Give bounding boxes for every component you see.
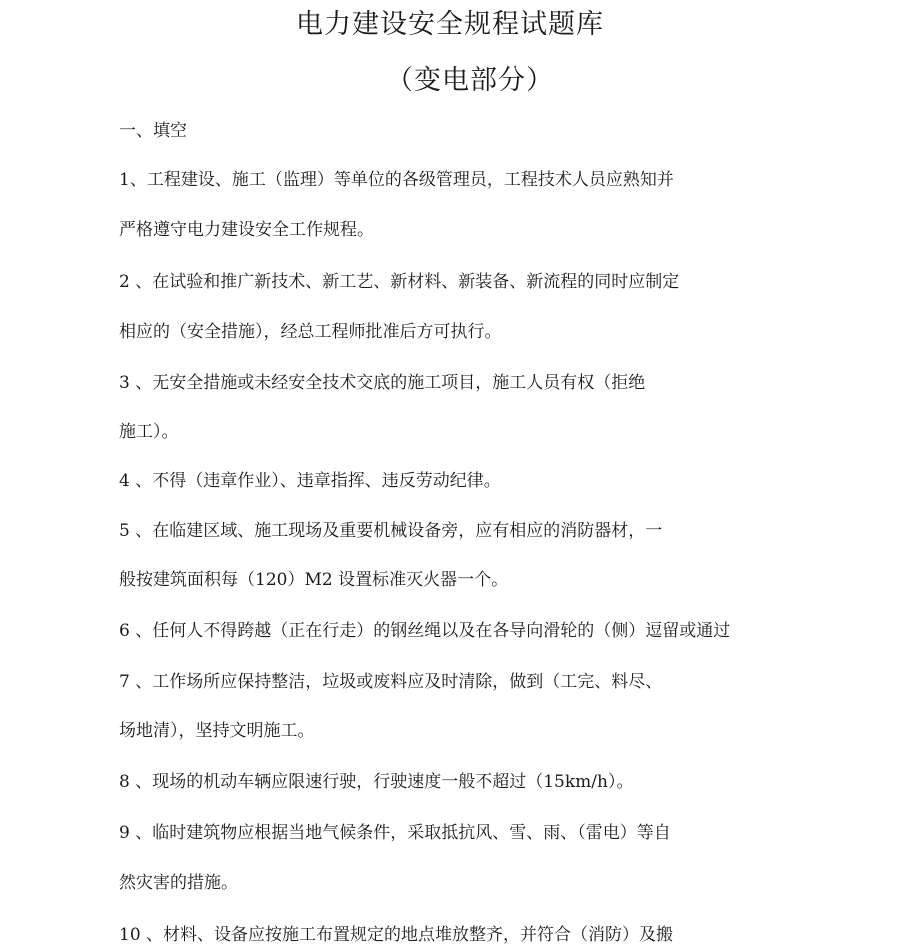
paragraph-line: 5 、在临建区域、施工现场及重要机械设备旁，应有相应的消防器材，一 bbox=[119, 521, 663, 541]
paragraph-line: 8 、现场的机动车辆应限速行驶，行驶速度一般不超过（15km/h）。 bbox=[119, 772, 634, 792]
paragraph-line: 场地清），坚持文明施工。 bbox=[119, 721, 315, 741]
paragraph-line: 6 、任何人不得跨越（正在行走）的钢丝绳以及在各导向滑轮的（侧）逗留或通过 bbox=[119, 621, 731, 641]
paragraph-line: 1、工程建设、施工（监理）等单位的各级管理员，工程技术人员应熟知并 bbox=[119, 170, 674, 190]
document-title: 电力建设安全规程试题库 bbox=[296, 9, 604, 40]
document-subtitle: （变电部分） bbox=[386, 65, 554, 96]
paragraph-line: 7 、工作场所应保持整洁，垃圾或废料应及时清除，做到（工完、料尽、 bbox=[119, 672, 663, 692]
paragraph-line: 4 、不得（违章作业）、违章指挥、违反劳动纪律。 bbox=[119, 471, 501, 491]
paragraph-line: 9 、临时建筑物应根据当地气候条件，采取抵抗风、雪、雨、（雷电）等自 bbox=[119, 823, 671, 843]
paragraph-line: 2 、在试验和推广新技术、新工艺、新材料、新装备、新流程的同时应制定 bbox=[119, 272, 680, 292]
paragraph-line: 施工）。 bbox=[119, 422, 179, 442]
paragraph-line: 10 、材料、设备应按施工布置规定的地点堆放整齐，并符合（消防）及搬 bbox=[119, 925, 674, 945]
paragraph-line: 严格遵守电力建设安全工作规程。 bbox=[119, 220, 374, 240]
section-heading: 一、填空 bbox=[119, 121, 187, 141]
paragraph-line: 然灾害的措施。 bbox=[119, 873, 238, 893]
paragraph-line: 相应的（安全措施），经总工程师批准后方可执行。 bbox=[119, 322, 502, 342]
paragraph-line: 3 、无安全措施或未经安全技术交底的施工项目，施工人员有权（拒绝 bbox=[119, 373, 646, 393]
paragraph-line: 般按建筑面积每（120）M2 设置标准灭火器一个。 bbox=[119, 570, 509, 590]
